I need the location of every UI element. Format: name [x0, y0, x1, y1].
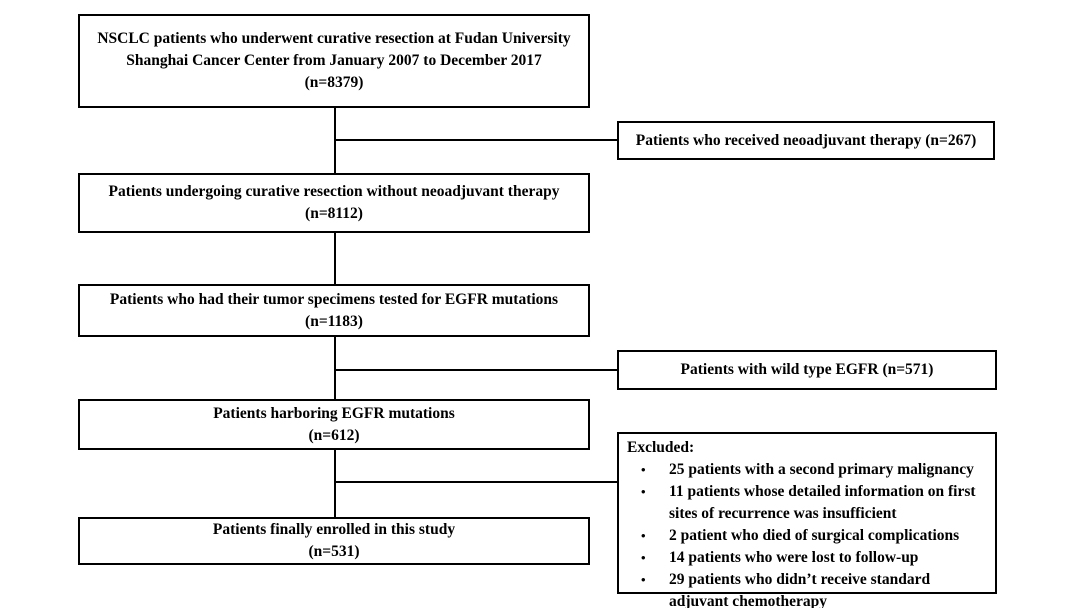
box-initial-cohort-n: (n=8379)	[304, 74, 364, 91]
box-egfr-mutations-n: (n=612)	[308, 426, 360, 444]
box-wild-type-egfr	[617, 350, 997, 390]
box-neoadjuvant-excluded-label: Patients who received neoadjuvant therapy (n=267)	[635, 131, 977, 149]
excluded-item-text: 2 patient who died of surgical complications	[669, 527, 960, 544]
box-finally-enrolled-label: Patients finally enrolled in this study	[212, 521, 456, 538]
connector-line-box4-box5	[334, 450, 336, 518]
box-wild-type-egfr-label: Patients with wild type EGFR (n=571)	[680, 361, 934, 378]
bullet-icon: •	[641, 550, 646, 565]
box-no-neoadjuvant-n: (n=8112)	[305, 205, 363, 222]
box-egfr-tested-n: (n=1183)	[305, 312, 363, 330]
box-egfr-tested-label: Patients who had their tumor specimens tested for EGFR mutations	[109, 290, 559, 308]
connector-line-branch-neoadjuvant	[335, 139, 617, 141]
bullet-icon: •	[641, 528, 646, 543]
excluded-item	[627, 481, 989, 525]
box-finally-enrolled	[78, 517, 590, 565]
bullet-icon: •	[641, 572, 646, 587]
connector-line-box2-box3	[334, 233, 336, 285]
box-egfr-mutations-label: Patients harboring EGFR mutations	[213, 404, 455, 422]
excluded-item-text: 11 patients whose detailed information on first sites of recurrence was insufficient	[669, 483, 976, 522]
excluded-item-text: 29 patients who didn’t receive standard adjuvant chemotherapy	[669, 571, 931, 608]
box-no-neoadjuvant-label: Patients undergoing curative resection without neoadjuvant therapy	[108, 183, 560, 200]
box-initial-cohort-label: NSCLC patients who underwent curative resection at Fudan University Shanghai Cancer Center from January 2007 to December 2017	[97, 30, 571, 69]
connector-line-branch-wildtype	[335, 369, 617, 371]
box-egfr-mutations	[78, 399, 590, 450]
box-initial-cohort	[78, 14, 590, 108]
box-finally-enrolled-n: (n=531)	[308, 543, 360, 560]
box-no-neoadjuvant	[78, 173, 590, 233]
excluded-item-text: 25 patients with a second primary malignancy	[669, 461, 974, 478]
excluded-item	[627, 569, 989, 608]
excluded-item	[627, 459, 989, 481]
box-neoadjuvant-excluded	[617, 121, 995, 160]
box-egfr-tested	[78, 284, 590, 337]
excluded-item	[627, 525, 989, 547]
excluded-item-text: 14 patients who were lost to follow-up	[669, 549, 919, 566]
connector-line-branch-excluded	[335, 481, 617, 483]
box-excluded-list	[617, 432, 997, 608]
excluded-title: Excluded:	[627, 439, 695, 456]
bullet-icon: •	[641, 484, 646, 499]
excluded-item	[627, 547, 989, 569]
bullet-icon: •	[641, 462, 646, 477]
